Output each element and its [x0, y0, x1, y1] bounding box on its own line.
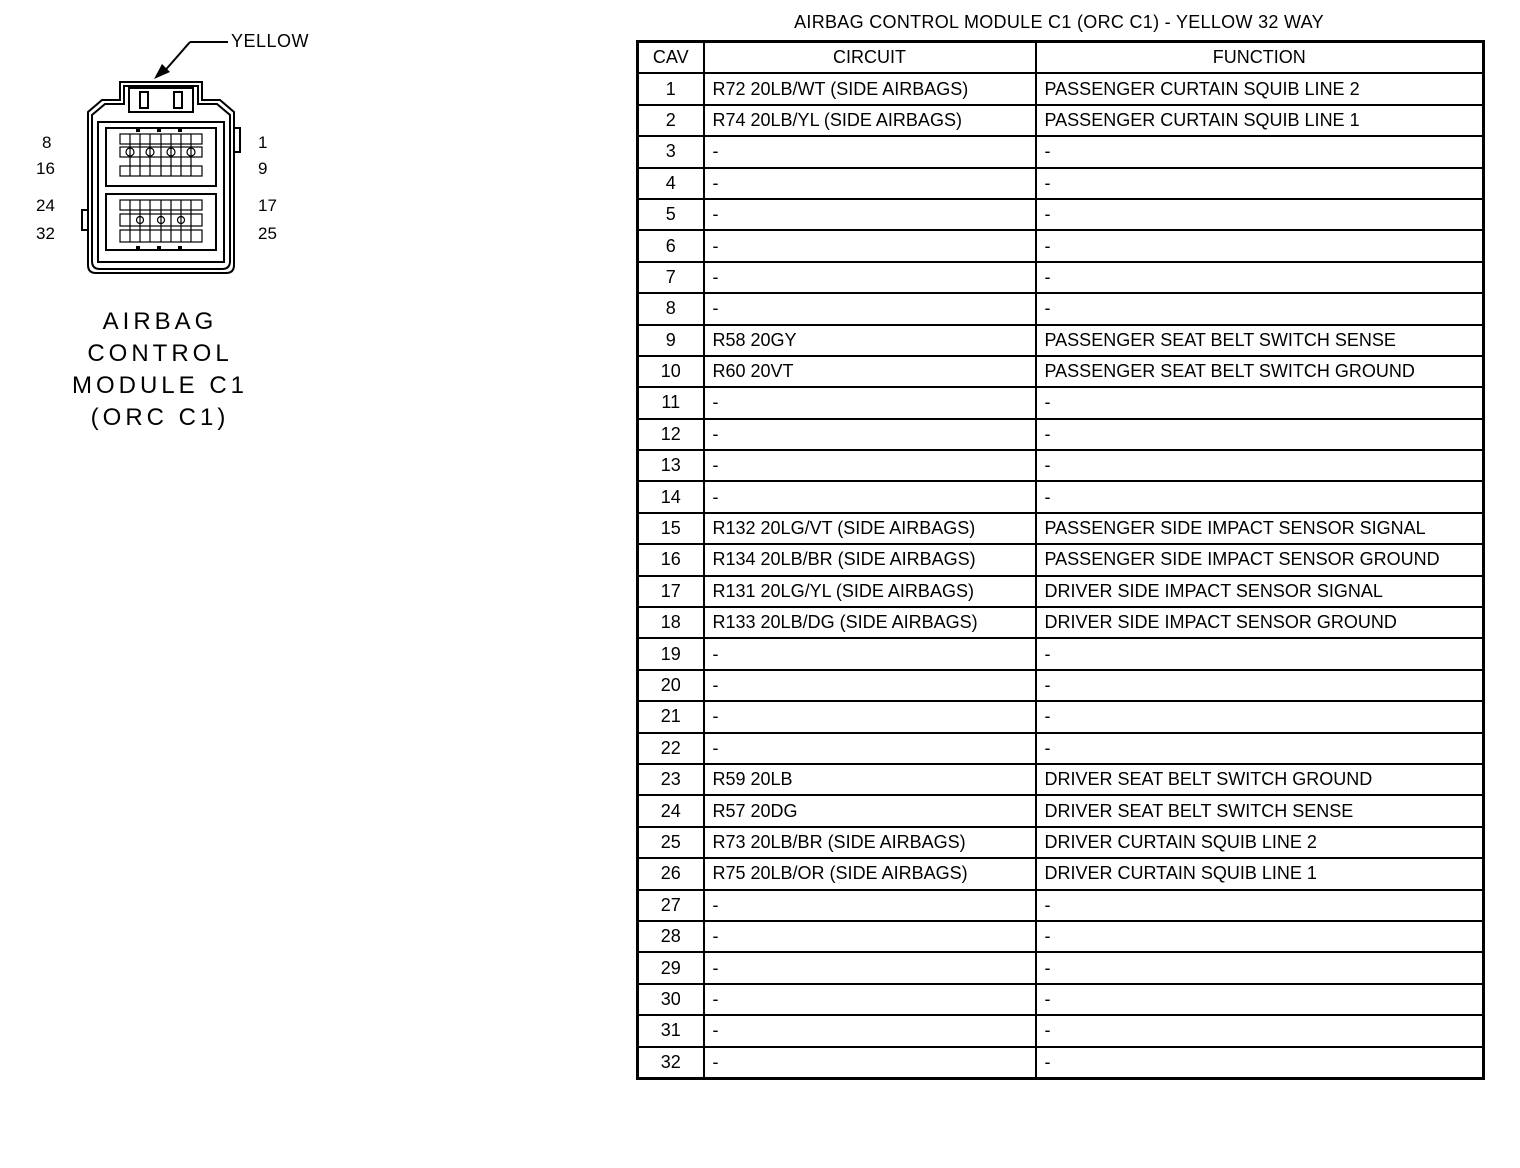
pin-label-16: 16	[36, 159, 55, 178]
circuit-cell: -	[704, 481, 1036, 512]
table-row	[638, 356, 1484, 387]
cav-cell: 3	[638, 136, 704, 167]
cav-cell: 23	[638, 764, 704, 795]
table-row	[638, 544, 1484, 575]
table-row	[638, 607, 1484, 638]
circuit-cell: -	[704, 701, 1036, 732]
function-cell: DRIVER SEAT BELT SWITCH GROUND	[1036, 764, 1484, 795]
cav-cell: 9	[638, 325, 704, 356]
connector-name-line: MODULE C1	[71, 372, 249, 399]
table-row	[638, 670, 1484, 701]
connector-housing	[82, 82, 240, 273]
table-row	[638, 921, 1484, 952]
circuit-cell: R134 20LB/BR (SIDE AIRBAGS)	[704, 544, 1036, 575]
function-cell: DRIVER SIDE IMPACT SENSOR GROUND	[1036, 607, 1484, 638]
connector-face-drawing	[40, 30, 260, 280]
cav-cell: 29	[638, 952, 704, 983]
table-row	[638, 481, 1484, 512]
circuit-cell: -	[704, 952, 1036, 983]
pin-label-8: 8	[42, 133, 52, 152]
cav-cell: 2	[638, 105, 704, 136]
circuit-cell: -	[704, 262, 1036, 293]
circuit-cell: R58 20GY	[704, 325, 1036, 356]
table-row	[638, 701, 1484, 732]
function-cell: -	[1036, 952, 1484, 983]
cav-cell: 10	[638, 356, 704, 387]
cav-cell: 28	[638, 921, 704, 952]
table-row	[638, 325, 1484, 356]
function-cell: -	[1036, 638, 1484, 669]
cav-cell: 12	[638, 419, 704, 450]
cav-cell: 13	[638, 450, 704, 481]
circuit-cell: -	[704, 136, 1036, 167]
cav-cell: 31	[638, 1015, 704, 1046]
circuit-cell: -	[704, 230, 1036, 261]
cav-cell: 16	[638, 544, 704, 575]
function-cell: PASSENGER SEAT BELT SWITCH GROUND	[1036, 356, 1484, 387]
cav-cell: 6	[638, 230, 704, 261]
circuit-cell: R73 20LB/BR (SIDE AIRBAGS)	[704, 827, 1036, 858]
connector-name	[60, 306, 260, 434]
function-cell: -	[1036, 670, 1484, 701]
table-row	[638, 764, 1484, 795]
function-cell: -	[1036, 1015, 1484, 1046]
table-row	[638, 890, 1484, 921]
cav-cell: 8	[638, 293, 704, 324]
function-cell: -	[1036, 984, 1484, 1015]
table-row	[638, 199, 1484, 230]
function-cell: -	[1036, 262, 1484, 293]
circuit-cell: R132 20LG/VT (SIDE AIRBAGS)	[704, 513, 1036, 544]
function-cell: DRIVER CURTAIN SQUIB LINE 2	[1036, 827, 1484, 858]
function-cell: DRIVER SEAT BELT SWITCH SENSE	[1036, 795, 1484, 826]
table-row	[638, 450, 1484, 481]
table-row	[638, 513, 1484, 544]
cav-cell: 11	[638, 387, 704, 418]
function-cell: -	[1036, 168, 1484, 199]
function-cell: PASSENGER SIDE IMPACT SENSOR GROUND	[1036, 544, 1484, 575]
table-row	[638, 576, 1484, 607]
function-cell: -	[1036, 199, 1484, 230]
cav-cell: 25	[638, 827, 704, 858]
table-row	[638, 230, 1484, 261]
function-cell: DRIVER CURTAIN SQUIB LINE 1	[1036, 858, 1484, 889]
cav-cell: 7	[638, 262, 704, 293]
table-row	[638, 387, 1484, 418]
table-body	[638, 73, 1484, 1078]
table-row	[638, 984, 1484, 1015]
pin-label-24: 24	[36, 196, 55, 215]
circuit-cell: -	[704, 450, 1036, 481]
circuit-cell: R60 20VT	[704, 356, 1036, 387]
circuit-cell: R72 20LB/WT (SIDE AIRBAGS)	[704, 73, 1036, 104]
upper-cavities	[120, 134, 202, 176]
function-cell: -	[1036, 1047, 1484, 1079]
table-row	[638, 952, 1484, 983]
table-row	[638, 858, 1484, 889]
pin-label-32: 32	[36, 224, 55, 243]
circuit-cell: -	[704, 638, 1036, 669]
circuit-cell: -	[704, 921, 1036, 952]
table-row	[638, 419, 1484, 450]
function-cell: -	[1036, 733, 1484, 764]
cav-cell: 21	[638, 701, 704, 732]
pin-label-1: 1	[258, 133, 268, 152]
circuit-cell: -	[704, 387, 1036, 418]
circuit-cell: R75 20LB/OR (SIDE AIRBAGS)	[704, 858, 1036, 889]
connector-name-line: AIRBAG	[102, 308, 218, 335]
cav-cell: 15	[638, 513, 704, 544]
function-cell: PASSENGER CURTAIN SQUIB LINE 2	[1036, 73, 1484, 104]
pin-label-17: 17	[258, 196, 277, 215]
table-row	[638, 1015, 1484, 1046]
cav-cell: 19	[638, 638, 704, 669]
cav-cell: 5	[638, 199, 704, 230]
lower-cavities	[120, 200, 202, 242]
pin-label-9: 9	[258, 159, 268, 178]
cav-cell: 26	[638, 858, 704, 889]
table-row	[638, 827, 1484, 858]
function-cell: -	[1036, 481, 1484, 512]
table-row	[638, 795, 1484, 826]
connector-name-line: (ORC C1)	[90, 404, 230, 431]
header-function: FUNCTION	[1036, 42, 1484, 74]
function-cell: PASSENGER SIDE IMPACT SENSOR SIGNAL	[1036, 513, 1484, 544]
header-cav: CAV	[638, 42, 704, 74]
pinout-table	[636, 40, 1485, 1080]
function-cell: -	[1036, 890, 1484, 921]
cav-cell: 1	[638, 73, 704, 104]
function-cell: -	[1036, 387, 1484, 418]
circuit-cell: -	[704, 984, 1036, 1015]
circuit-cell: R74 20LB/YL (SIDE AIRBAGS)	[704, 105, 1036, 136]
table-row	[638, 262, 1484, 293]
circuit-cell: -	[704, 670, 1036, 701]
function-cell: -	[1036, 419, 1484, 450]
function-cell: PASSENGER CURTAIN SQUIB LINE 1	[1036, 105, 1484, 136]
table-title: AIRBAG CONTROL MODULE C1 (ORC C1) - YELLOW 32 WAY	[794, 12, 1324, 32]
cav-cell: 30	[638, 984, 704, 1015]
circuit-cell: -	[704, 890, 1036, 921]
cav-cell: 27	[638, 890, 704, 921]
circuit-cell: -	[704, 199, 1036, 230]
connector-name-line: CONTROL	[87, 340, 233, 367]
pin-label-25: 25	[258, 224, 277, 243]
cav-cell: 14	[638, 481, 704, 512]
circuit-cell: R133 20LB/DG (SIDE AIRBAGS)	[704, 607, 1036, 638]
cav-cell: 4	[638, 168, 704, 199]
header-circuit: CIRCUIT	[704, 42, 1036, 74]
cav-cell: 22	[638, 733, 704, 764]
table-row	[638, 136, 1484, 167]
table-row	[638, 1047, 1484, 1079]
circuit-cell: -	[704, 419, 1036, 450]
cav-cell: 20	[638, 670, 704, 701]
cav-cell: 24	[638, 795, 704, 826]
table-row	[638, 168, 1484, 199]
circuit-cell: -	[704, 1015, 1036, 1046]
function-cell: -	[1036, 136, 1484, 167]
function-cell: -	[1036, 230, 1484, 261]
table-row	[638, 105, 1484, 136]
circuit-cell: R59 20LB	[704, 764, 1036, 795]
circuit-cell: -	[704, 168, 1036, 199]
circuit-cell: R131 20LG/YL (SIDE AIRBAGS)	[704, 576, 1036, 607]
cav-cell: 18	[638, 607, 704, 638]
table-row	[638, 733, 1484, 764]
table-row	[638, 293, 1484, 324]
function-cell: -	[1036, 450, 1484, 481]
circuit-cell: -	[704, 733, 1036, 764]
circuit-cell: -	[704, 293, 1036, 324]
function-cell: -	[1036, 701, 1484, 732]
callout-arrow	[162, 42, 228, 74]
circuit-cell: -	[704, 1047, 1036, 1079]
cav-cell: 17	[638, 576, 704, 607]
table-row	[638, 73, 1484, 104]
connector-color-callout: YELLOW	[231, 31, 310, 51]
table-row	[638, 638, 1484, 669]
function-cell: -	[1036, 293, 1484, 324]
cav-cell: 32	[638, 1047, 704, 1079]
table-header-row	[638, 42, 1484, 74]
function-cell: PASSENGER SEAT BELT SWITCH SENSE	[1036, 325, 1484, 356]
circuit-cell: R57 20DG	[704, 795, 1036, 826]
function-cell: -	[1036, 921, 1484, 952]
function-cell: DRIVER SIDE IMPACT SENSOR SIGNAL	[1036, 576, 1484, 607]
